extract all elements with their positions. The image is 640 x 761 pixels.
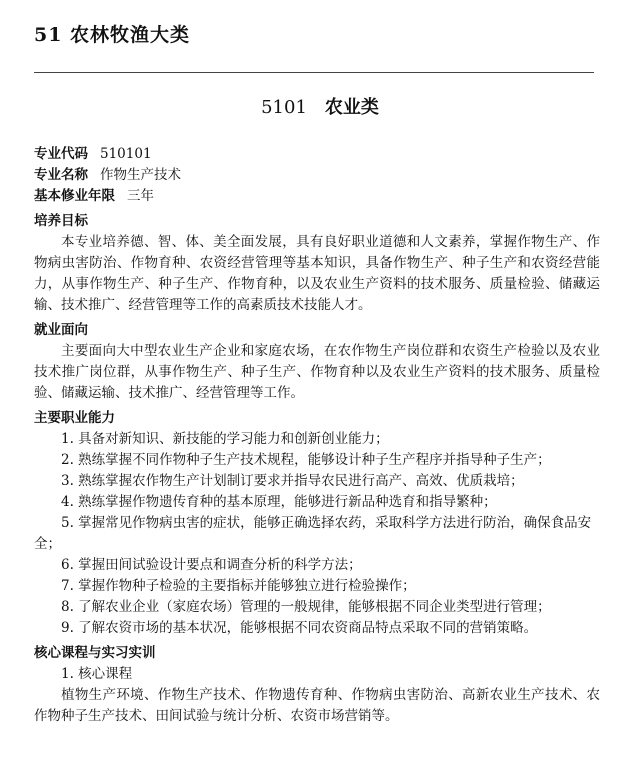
employment-heading: 就业面向	[34, 322, 88, 338]
header-rule	[34, 72, 594, 73]
meta-label: 专业名称	[34, 167, 88, 183]
document-body	[34, 144, 600, 727]
meta-label: 基本修业年限	[34, 188, 115, 204]
section-name: 农业类	[324, 97, 379, 118]
meta-label: 专业代码	[34, 146, 88, 162]
meta-row	[34, 165, 600, 186]
courses-heading: 核心课程与实习实训	[34, 645, 156, 661]
running-head: 51 农林牧渔大类	[34, 24, 191, 46]
meta-value: 作物生产技术	[100, 167, 181, 183]
abilities-heading: 主要职业能力	[34, 410, 115, 426]
section-title	[0, 93, 640, 119]
ability-item: 6. 掌握田间试验设计要点和调查分析的科学方法；	[61, 557, 362, 573]
ability-item: 3. 熟练掌握农作物生产计划制订要求并指导农民进行高产、高效、优质栽培；	[61, 473, 524, 489]
meta-row	[34, 144, 600, 165]
meta-row	[34, 186, 600, 207]
ability-item: 1. 具备对新知识、新技能的学习能力和创新创业能力；	[61, 431, 389, 447]
ability-item: 8. 了解农业企业（家庭农场）管理的一般规律，能够根据不同企业类型进行管理；	[61, 599, 551, 615]
meta-value: 三年	[127, 188, 154, 204]
training-goal-heading: 培养目标	[34, 213, 88, 229]
ability-item: 2. 熟练掌握不同作物种子生产技术规程，能够设计种子生产程序并指导种子生产；	[61, 452, 551, 468]
employment-text: 主要面向大中型农业生产企业和家庭农场，在农作物生产岗位群和农资生产检验以及农业技术推广岗位群，从事作物生产、种子生产、作物育种以及农业生产资料的技术服务、质量检验、储藏运输、技术推广、经营管理等工作。	[34, 343, 600, 401]
ability-item: 4. 熟练掌握作物遗传育种的基本原理，能够进行新品种选育和指导繁种；	[61, 494, 497, 510]
ability-item: 7. 掌握作物种子检验的主要指标并能够独立进行检验操作；	[61, 578, 416, 594]
core-courses-subheading: 1. 核心课程	[61, 666, 133, 682]
ability-item: 5. 掌握常见作物病虫害的症状，能够正确选择农药，采取科学方法进行防治，确保食品安全；	[34, 515, 592, 552]
core-courses-text: 植物生产环境、作物生产技术、作物遗传育种、作物病虫害防治、高新农业生产技术、农作物种子生产技术、田间试验与统计分析、农资市场营销等。	[34, 687, 600, 724]
training-goal-text: 本专业培养德、智、体、美全面发展，具有良好职业道德和人文素养，掌握作物生产、作物病虫害防治、作物育种、农资经营管理等基本知识，具备作物生产、种子生产和农资经营能力，从事作物生产、种子生产、作物育种，以及农业生产资料的技术服务、质量检验、储藏运输、技术推广、经营管理等工作的高素质技术技能人才。	[34, 234, 600, 313]
ability-item: 9. 了解农资市场的基本状况，能够根据不同农资商品特点采取不同的营销策略。	[61, 620, 538, 636]
section-code: 5101	[261, 97, 307, 118]
meta-value: 510101	[100, 146, 152, 162]
